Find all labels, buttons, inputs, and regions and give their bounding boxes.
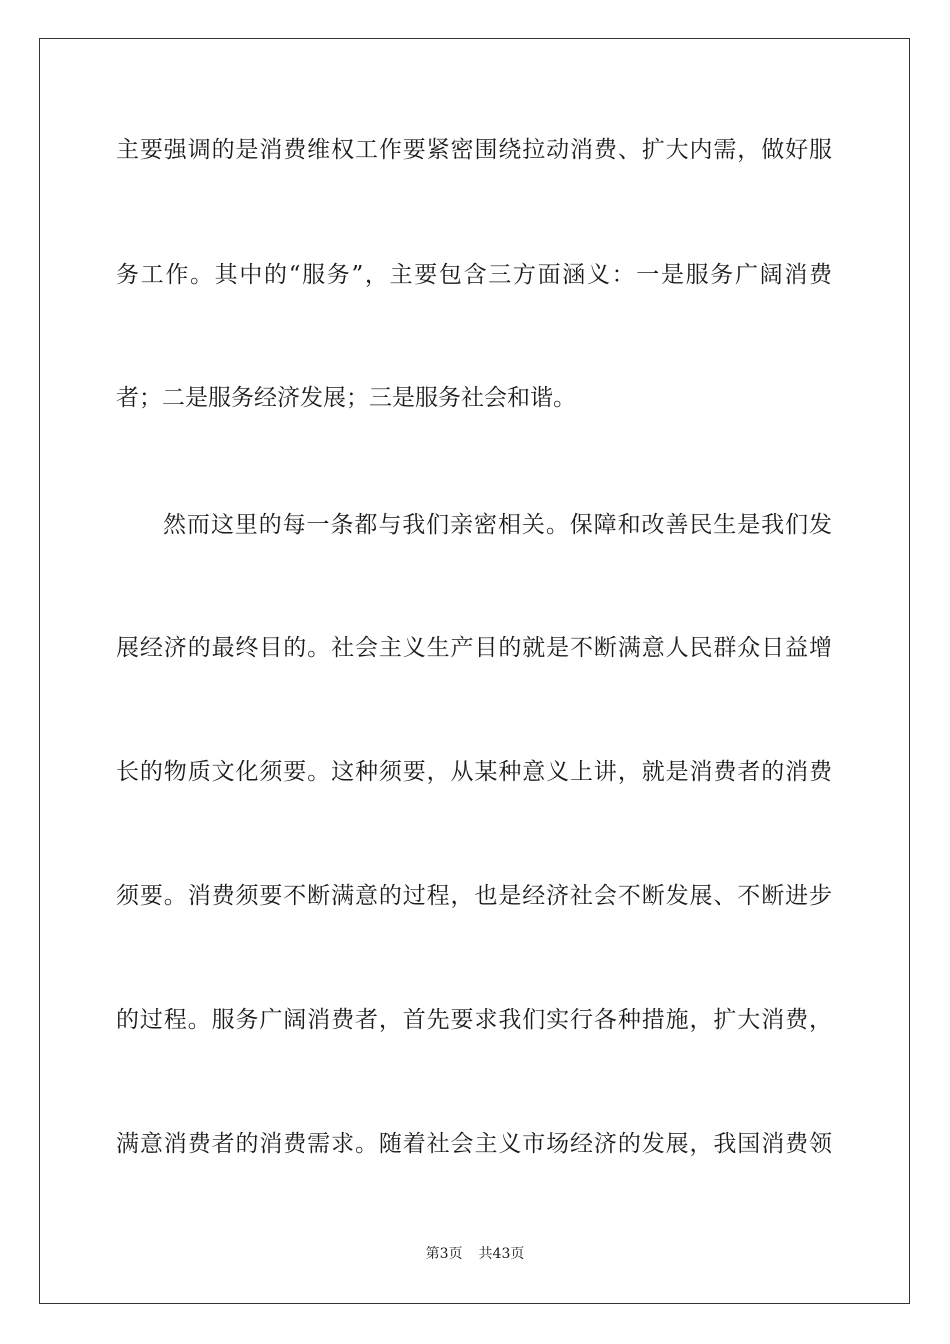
page-number: 第3页 [425,1246,463,1262]
text-line: 者；二是服务经济发展；三是服务社会和谐。 [116,385,576,411]
text-line: 须要。消费须要不断满意的过程，也是经济社会不断发展、不断进步 [116,883,832,909]
paragraph-first-line: 然而这里的每一条都与我们亲密相关。保障和改善民生是我们发 [163,512,832,538]
page-frame [39,38,910,1304]
text-line: 主要强调的是消费维权工作要紧密围绕拉动消费、扩大内需，做好服 [116,137,832,163]
text-line: 展经济的最终目的。社会主义生产目的就是不断满意人民群众日益增 [116,635,832,661]
text-line: 满意消费者的消费需求。随着社会主义市场经济的发展，我国消费领 [116,1131,832,1157]
page-footer [0,1244,950,1264]
page-total: 共43页 [478,1246,525,1262]
text-line: 务工作。其中的“服务”，主要包含三方面涵义：一是服务广阔消费 [116,262,832,288]
text-line: 长的物质文化须要。这种须要，从某种意义上讲，就是消费者的消费 [116,759,832,785]
text-line: 的过程。服务广阔消费者，首先要求我们实行各种措施，扩大消费， [116,1007,832,1033]
